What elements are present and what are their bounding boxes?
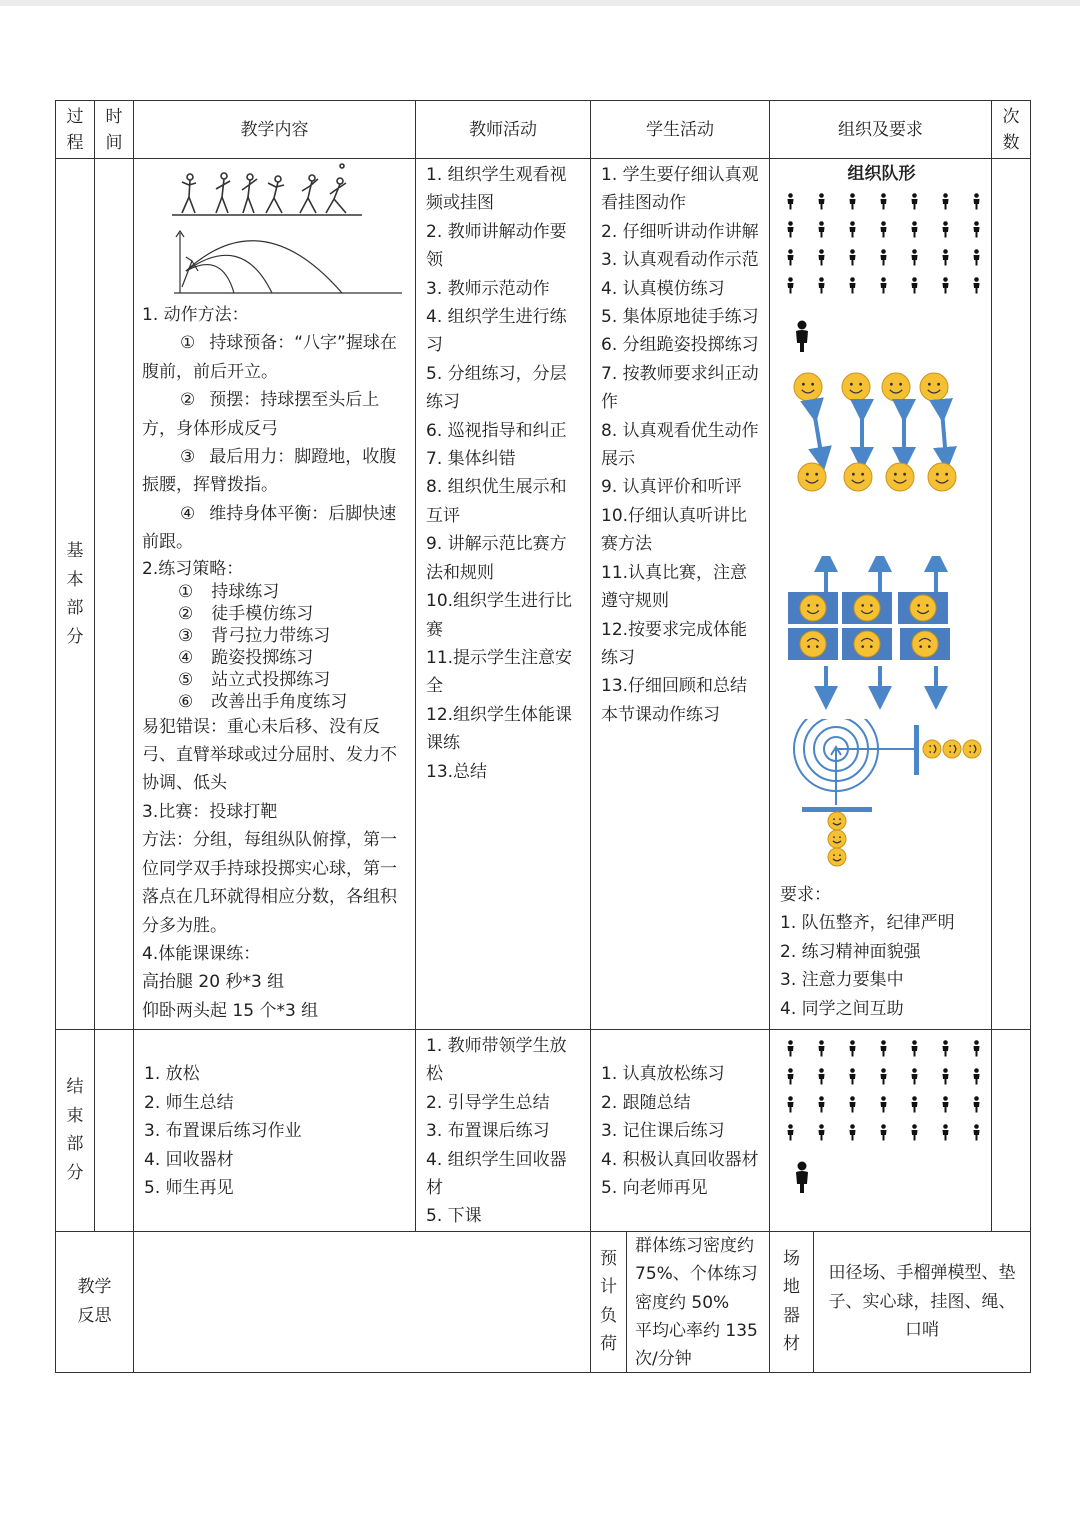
student-figure-icon [817,191,848,208]
teacher-item: 9. 讲解示范比赛方法和规则 [426,534,567,583]
teacher-item: 8. 组织优生展示和互评 [426,477,567,526]
student-figure-icon [879,191,910,208]
strategy-1-num: ① [178,581,194,602]
end-formation [780,1038,983,1208]
load-label-1: 预 [600,1249,617,1270]
movement-method-heading: 1. 动作方法： [142,305,249,325]
end-teacher-item: 3. 布置课后练习 [426,1121,550,1142]
strategy-2-num: ② [178,603,194,624]
strategy-3-num: ③ [178,625,194,646]
load-heart-rate: 平均心率约 135 次/分钟 [635,1321,758,1370]
fitness-drill-1: 高抬腿 20 秒*3 组 [142,972,285,993]
header-count-1: 次 [1002,106,1020,127]
student-figure-icon [972,1038,992,1055]
student-figure-icon [972,1122,992,1139]
strategy-5 [142,669,407,691]
student-figure-icon [941,275,972,292]
basic-label-1: 基 [66,541,84,561]
student-item: 8. 认真观看优生动作展示 [601,420,759,470]
end-teacher-item: 1. 教师带领学生放松 [426,1036,567,1085]
student-item: 1. 学生要仔细认真观看挂图动作 [601,165,759,214]
strategy-5-num: ⑤ [178,669,194,690]
requirement-item: 3. 注意力要集中 [780,970,904,991]
load-wrapper [591,1232,769,1372]
strategy-6-num: ⑥ [178,691,194,712]
load-text [627,1232,769,1372]
header-process-1: 过 [66,106,84,127]
smiley-face-icon [854,631,880,657]
teacher-item: 2. 教师讲解动作要领 [426,221,567,271]
end-content-item: 1. 放松 [144,1064,200,1085]
venue-label-1: 场 [783,1248,800,1269]
end-content-item: 3. 布置课后练习作业 [144,1121,302,1142]
competition-method-text: 方法：分组，每组纵队俯撑，第一位同学双手持球投掷实心球，第一落点在几环就得相应分数，各组积分多为胜。 [142,830,397,936]
teacher-item: 6. 巡视指导和纠正 [426,420,567,441]
smiley-face-icon [828,848,846,866]
venue-text: 田径场、手榴弹模型、垫子、实心球，挂图、绳、口哨 [814,1231,1031,1372]
student-figure-icon [972,1094,992,1111]
reflection-label-1: 教学 [77,1277,112,1298]
basic-count-cell [992,159,1031,1030]
header-content: 教学内容 [134,101,416,159]
header-teacher: 教师活动 [416,101,591,159]
teacher-item: 13.总结 [426,761,488,782]
student-item: 13.仔细回顾和总结本节课动作练习 [601,676,748,725]
strategy-4 [142,647,407,669]
student-figure-icon [879,1066,910,1083]
student-figure-icon [786,275,817,292]
student-item: 11.认真比赛，注意遵守规则 [601,562,748,612]
basic-teacher-cell [416,159,591,1030]
step-2 [142,386,407,443]
partner-boxes [788,592,950,660]
load-density: 群体练习密度约 75%、个体练习密度约 50% [635,1235,758,1313]
student-item: 4. 认真模仿练习 [601,278,725,299]
header-count-2: 数 [1002,132,1020,153]
practice-strategy-heading: 2.练习策略： [142,558,244,579]
student-figure-icon [972,191,992,208]
basic-label-2: 本 [66,569,84,590]
smiley-face-icon [794,373,822,401]
student-figure-icon [910,247,941,264]
student-figure-icon [817,247,848,264]
load-label-4: 荷 [600,1334,617,1355]
smiley-face-icon [923,740,941,758]
smiley-face-icon [828,830,846,848]
smiley-face-icon [842,373,870,401]
student-figure-icon [941,1066,972,1083]
end-student-item: 4. 积极认真回收器材 [601,1149,759,1170]
smiley-face-icon [854,595,880,621]
venue-label-2: 地 [783,1277,800,1298]
student-figure-icon [848,1066,879,1083]
basic-row [56,159,1031,1030]
strategy-4-num: ④ [178,647,194,668]
teacher-item: 12.组织学生体能课课练 [426,704,573,754]
student-figure-icon [817,1038,848,1055]
end-count-cell [992,1030,1031,1232]
student-figure-icon [817,275,848,292]
lesson-plan-table [55,100,1031,1373]
step-4 [142,500,407,557]
athlete-sequence [172,164,362,215]
student-figure-icon [972,275,992,292]
basic-organization-cell [770,159,992,1030]
step-1-num: ① [180,333,196,354]
strategy-5-text: 站立式投掷练习 [211,669,331,690]
header-organization: 组织及要求 [770,101,992,159]
strategy-2 [142,603,407,625]
student-figure-icon [879,1038,910,1055]
smiley-face-icon [920,373,948,401]
end-label-4: 分 [66,1162,84,1183]
athlete-figure-5 [300,175,318,213]
end-teacher-item: 2. 引导学生总结 [426,1092,550,1113]
requirement-item: 4. 同学之间互助 [780,998,904,1019]
student-figure-icon [786,1094,817,1111]
step-3-text: 最后用力：脚蹬地，收腹振腰，挥臂拨指。 [142,447,397,496]
basic-student-cell [591,159,770,1030]
formation-diagrams [780,191,983,881]
athlete-figure-3 [242,174,257,213]
student-figure-icon [941,247,972,264]
strategy-6-text: 改善出手角度练习 [211,691,348,712]
smiley-face-icon [800,595,826,621]
load-label [591,1232,627,1372]
student-figure-icon [786,1066,817,1083]
step-4-text: 维持身体平衡：后脚快速前跟。 [142,503,397,553]
student-figure-icon [972,1066,992,1083]
thrower-figure [182,257,198,287]
student-item: 2. 仔细听讲动作讲解 [601,221,759,242]
reflection-label [56,1231,134,1372]
student-figure-icon [910,275,941,292]
student-figure-icon [786,247,817,264]
student-figure-icon [941,1122,972,1139]
step-4-num: ④ [180,503,196,524]
student-figure-icon [910,191,941,208]
competition-heading: 3.比赛：投球打靶 [142,801,278,822]
student-figure-icon [879,1122,910,1139]
student-figure-icon [786,219,817,236]
athlete-figure-4 [266,176,284,213]
end-student-item: 1. 认真放松练习 [601,1064,725,1085]
student-figure-icon [879,275,910,292]
smiley-face-icon [886,463,914,491]
step-2-text: 预摆：持球摆至头后上方，身体形成反弓 [142,390,380,439]
student-figure-icon [941,219,972,236]
student-figure-icon [910,1038,941,1055]
student-figure-icon [972,247,992,264]
student-figure-icon [910,1122,941,1139]
step-1 [142,329,407,386]
venue-label-3: 器 [783,1305,800,1326]
up-arrows [826,560,936,592]
athlete-figure-1 [182,174,196,213]
teacher-figure-icon [792,319,812,353]
step-2-num: ② [180,390,196,411]
reflection-row [56,1231,1031,1372]
smiley-row-bottom [798,463,956,491]
fitness-heading: 4.体能课课练： [142,943,261,964]
step-3-num: ③ [180,447,196,468]
target-game-diagram [786,719,991,879]
basic-time-cell [95,159,134,1030]
kneeling-practice-diagram [786,556,986,716]
header-time-1: 时 [105,106,123,127]
teacher-item: 4. 组织学生进行练习 [426,307,567,356]
step-1-text: 持球预备：“八字”握球在腹前，前后开立。 [142,333,397,382]
trajectory-curve-3 [186,265,234,293]
formation-title: 组织队形 [847,164,916,184]
end-student-cell [591,1030,770,1232]
throw-line-bottom [802,807,872,812]
load-label-3: 负 [600,1305,617,1326]
end-formation-grid [786,1038,983,1139]
strategy-3-text: 背弓拉力带练习 [211,625,331,646]
student-figure-icon [941,191,972,208]
load-cell [591,1231,770,1372]
trajectory-diagram [174,231,402,293]
double-arrow-icon [814,411,822,459]
end-organization-cell [770,1030,992,1232]
student-figure-icon [848,1094,879,1111]
double-arrows [814,411,946,459]
smiley-face-icon [844,463,872,491]
student-item: 6. 分组跪姿投掷练习 [601,335,759,356]
strategy-1 [142,581,407,603]
student-figure-icon [817,1066,848,1083]
smiley-face-icon [963,740,981,758]
student-figure-icon [879,1094,910,1111]
header-time [95,101,134,159]
end-label [56,1030,95,1232]
venue-label-4: 材 [783,1334,800,1355]
student-figure-icon [817,219,848,236]
end-label-2: 束 [66,1105,84,1126]
teacher-item: 1. 组织学生观看视频或挂图 [426,165,567,214]
end-teacher-item: 5. 下课 [426,1206,482,1227]
end-content-cell [134,1030,416,1232]
smiley-face-icon [928,463,956,491]
student-figure-icon [786,1038,817,1055]
common-errors-text: 易犯错误：重心未后移、没有反弓、直臂举球或过分屈肘、发力不协调、低头 [142,716,397,794]
header-time-2: 间 [105,132,123,153]
end-teacher-item: 4. 组织学生回收器材 [426,1149,567,1199]
end-student-item: 3. 记住课后练习 [601,1121,725,1142]
smiley-face-icon [798,463,826,491]
shot-put-illustration [162,161,412,301]
requirement-item: 1. 队伍整齐，纪律严明 [780,913,955,934]
student-figure-icon [879,219,910,236]
student-figure-icon [941,1038,972,1055]
requirements-title: 要求： [780,885,831,905]
smiley-face-icon [882,373,910,401]
student-figure-icon [817,1122,848,1139]
header-student: 学生活动 [591,101,770,159]
partner-practice-diagram [786,371,986,501]
teacher-figure-icon [792,1160,812,1194]
teacher-item: 5. 分组练习，分层练习 [426,363,567,413]
athlete-figure-6 [326,164,346,213]
teacher-item: 7. 集体纠错 [426,449,516,470]
throw-line-right [914,725,919,775]
student-item: 3. 认真观看动作示范 [601,250,759,271]
step-3 [142,443,407,500]
smiley-face-icon [943,740,961,758]
double-arrow-icon [942,411,946,459]
requirement-item: 2. 练习精神面貌强 [780,941,921,962]
end-label-3: 部 [66,1134,84,1155]
trajectory-curve-1 [186,241,342,293]
student-figure-icon [848,1122,879,1139]
student-figure-icon [786,191,817,208]
page-top-strip [0,0,1080,6]
student-figure-icon [848,275,879,292]
student-figure-icon [879,247,910,264]
header-process-2: 程 [66,132,84,153]
student-item: 7. 按教师要求纠正动作 [601,363,759,413]
basic-label [56,159,95,1030]
end-content-item: 4. 回收器材 [144,1149,234,1170]
student-figure-icon [848,219,879,236]
strategy-3 [142,625,407,647]
student-figure-icon [848,1038,879,1055]
reflection-content-cell [134,1231,591,1372]
athlete-figure-2 [216,173,230,213]
end-student-item: 5. 向老师再见 [601,1178,708,1199]
basic-content-cell [134,159,416,1030]
teacher-item: 3. 教师示范动作 [426,278,550,299]
student-figure-icon [941,1094,972,1111]
reflection-label-2: 反思 [77,1305,112,1326]
down-arrows [826,666,936,698]
student-item: 9. 认真评价和听评 [601,477,742,498]
end-time-cell [95,1030,134,1232]
fitness-drill-2: 仰卧两头起 15 个*3 组 [142,1000,319,1021]
student-figure-icon [910,1066,941,1083]
header-process [56,101,95,159]
strategy-4-text: 跪姿投掷练习 [211,647,314,668]
student-figure-icon [848,191,879,208]
load-label-2: 计 [600,1277,617,1298]
teacher-item: 11.提示学生注意安全 [426,647,573,697]
basic-label-3: 部 [66,598,84,618]
smiley-row-top [794,373,948,401]
end-content-item: 5. 师生再见 [144,1178,234,1199]
strategy-6 [142,691,407,713]
header-row [56,101,1031,159]
smiley-face-icon [800,631,826,657]
smiley-queues [828,740,981,866]
end-row [56,1030,1031,1232]
student-figure-icon [910,1094,941,1111]
smiley-face-icon [912,631,938,657]
venue-label [770,1231,814,1372]
student-formation-grid [786,191,983,292]
student-item: 10.仔细认真听讲比赛方法 [601,505,748,555]
end-teacher-cell [416,1030,591,1232]
basic-label-4: 分 [66,626,84,647]
end-content-item: 2. 师生总结 [144,1092,234,1113]
strategy-2-text: 徒手模仿练习 [211,603,314,624]
teacher-item: 10.组织学生进行比赛 [426,591,573,640]
strategy-1-text: 持球练习 [211,581,280,602]
student-figure-icon [817,1094,848,1111]
end-label-1: 结 [66,1077,84,1098]
student-item: 5. 集体原地徒手练习 [601,307,759,328]
student-figure-icon [786,1122,817,1139]
student-figure-icon [910,219,941,236]
student-figure-icon [848,247,879,264]
student-figure-icon [972,219,992,236]
smiley-face-icon [828,812,846,830]
smiley-face-icon [910,595,936,621]
header-count [992,101,1031,159]
end-student-item: 2. 跟随总结 [601,1092,691,1113]
student-item: 12.按要求完成体能练习 [601,619,748,668]
